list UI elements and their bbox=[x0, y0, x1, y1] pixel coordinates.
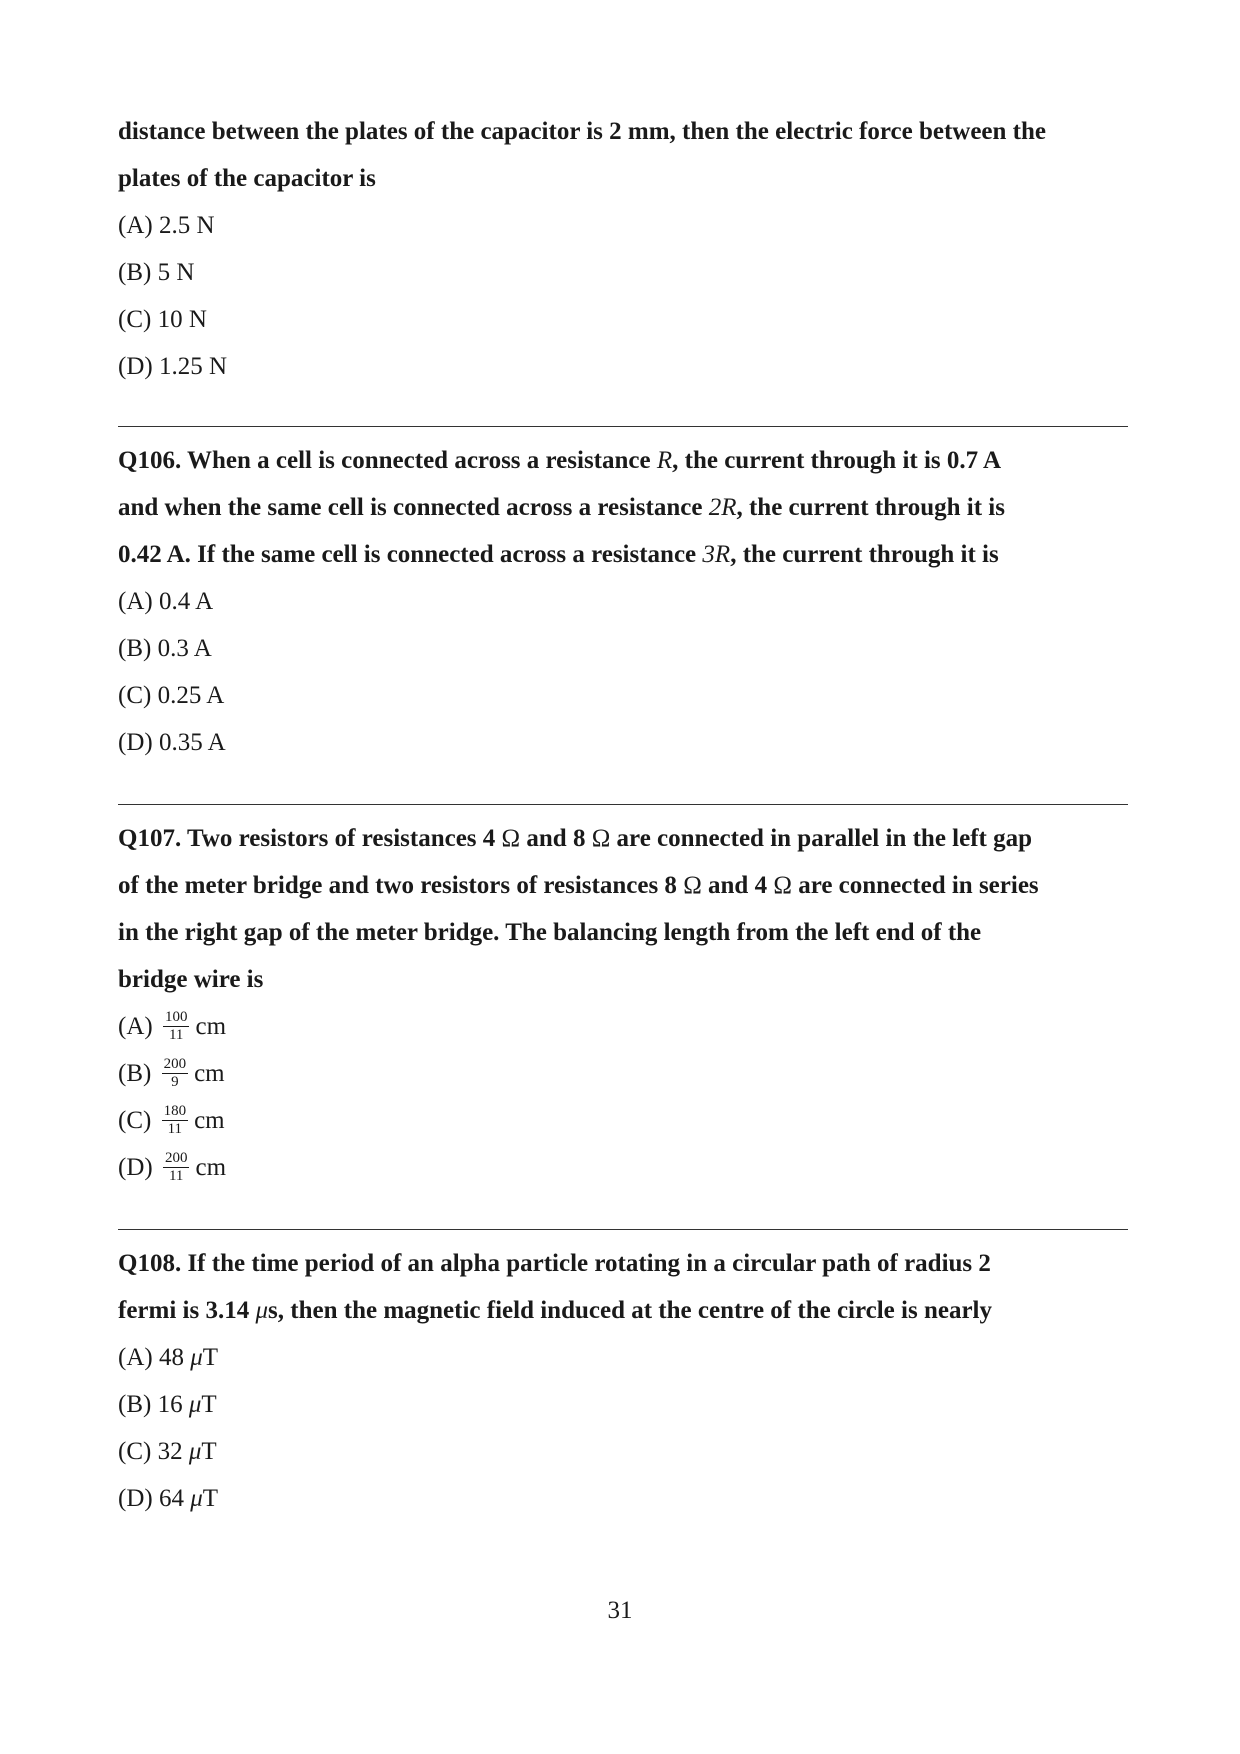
question-107-option-d bbox=[118, 1144, 1128, 1191]
mu-symbol: μ bbox=[190, 1344, 203, 1371]
math-variable: 2R bbox=[708, 494, 737, 521]
unit: cm bbox=[194, 1107, 225, 1134]
option-label: (C) 32 bbox=[118, 1438, 189, 1465]
text: and 8 bbox=[520, 825, 592, 852]
option-label: (D) 64 bbox=[118, 1485, 191, 1512]
question-107-line-2 bbox=[118, 862, 1128, 909]
fraction bbox=[162, 1057, 189, 1090]
text: , the current through it is bbox=[736, 494, 1005, 521]
question-107-option-a bbox=[118, 1003, 1128, 1050]
question-107-line-1 bbox=[118, 815, 1128, 862]
math-variable: 3R bbox=[702, 541, 731, 568]
text: fermi is 3.14 bbox=[118, 1297, 256, 1324]
unit: T bbox=[201, 1438, 217, 1465]
question-107-line-3: in the right gap of the meter bridge. The balancing length from the left end of the bbox=[118, 919, 982, 946]
question-108-option-d bbox=[118, 1475, 1128, 1522]
question-106-option-b: (B) 0.3 A bbox=[118, 635, 212, 662]
ohm-symbol: Ω bbox=[773, 872, 792, 899]
question-107-option-c bbox=[118, 1097, 1128, 1144]
option-label: (A) bbox=[118, 1013, 153, 1040]
denominator: 11 bbox=[168, 1026, 184, 1043]
mu-symbol: μ bbox=[255, 1297, 269, 1324]
option-label: (A) 48 bbox=[118, 1344, 191, 1371]
text: s, then the magnetic field induced at the centre of the circle is nearly bbox=[268, 1297, 992, 1324]
text: Q107. Two resistors of resistances 4 bbox=[118, 825, 502, 852]
ohm-symbol: Ω bbox=[683, 872, 702, 899]
question-107-line-4: bridge wire is bbox=[118, 966, 264, 993]
question-108-option-b bbox=[118, 1381, 1128, 1428]
question-107-option-b bbox=[118, 1050, 1128, 1097]
unit: cm bbox=[195, 1013, 227, 1040]
text: are connected in series bbox=[791, 872, 1039, 899]
mu-symbol: μ bbox=[188, 1438, 202, 1465]
option-label: (C) bbox=[118, 1107, 152, 1134]
question-105-line-2: plates of the capacitor is bbox=[118, 165, 376, 192]
numerator: 180 bbox=[163, 1102, 187, 1119]
page-number: 31 bbox=[607, 1597, 633, 1624]
question-108-option-a bbox=[118, 1334, 1128, 1381]
ohm-symbol: Ω bbox=[501, 825, 521, 852]
question-105-option-b: (B) 5 N bbox=[118, 259, 195, 286]
unit: cm bbox=[195, 1154, 227, 1181]
question-107-stem bbox=[118, 815, 1128, 1003]
option-label: (D) bbox=[118, 1154, 153, 1181]
question-108-option-c bbox=[118, 1428, 1128, 1475]
numerator: 200 bbox=[164, 1149, 188, 1166]
text: and when the same cell is connected across a resistance bbox=[118, 494, 709, 521]
fraction bbox=[163, 1010, 190, 1043]
question-106-option-a: (A) 0.4 A bbox=[118, 588, 214, 615]
text: , the current through it is 0.7 A bbox=[672, 447, 1002, 474]
denominator: 11 bbox=[168, 1167, 184, 1184]
question-105-option-a: (A) 2.5 N bbox=[118, 212, 215, 239]
option-label: (B) 16 bbox=[118, 1391, 189, 1418]
text: of the meter bridge and two resistors of resistances 8 bbox=[118, 872, 684, 899]
unit: cm bbox=[194, 1060, 225, 1087]
denominator: 11 bbox=[167, 1120, 183, 1137]
question-106-line-2 bbox=[118, 484, 1128, 531]
page-content bbox=[118, 108, 1128, 1522]
unit: T bbox=[202, 1344, 219, 1371]
unit: T bbox=[201, 1391, 217, 1418]
question-105-option-c: (C) 10 N bbox=[118, 306, 207, 333]
question-105-stem bbox=[118, 108, 1128, 202]
text: and 4 bbox=[701, 872, 774, 899]
denominator: 9 bbox=[171, 1073, 179, 1090]
mu-symbol: μ bbox=[188, 1391, 202, 1418]
ohm-symbol: Ω bbox=[591, 825, 611, 852]
numerator: 100 bbox=[164, 1008, 188, 1025]
fraction bbox=[163, 1151, 190, 1184]
question-106-line-1 bbox=[118, 437, 1128, 484]
question-106-option-c: (C) 0.25 A bbox=[118, 682, 225, 709]
question-106-line-3 bbox=[118, 531, 1128, 578]
question-106-stem bbox=[118, 437, 1128, 578]
text: , the current through it is bbox=[730, 541, 999, 568]
question-106-option-d: (D) 0.35 A bbox=[118, 729, 226, 756]
text: 0.42 A. If the same cell is connected across a resistance bbox=[118, 541, 703, 568]
text: Q106. When a cell is connected across a resistance bbox=[118, 447, 657, 474]
question-105-line-1: distance between the plates of the capacitor is 2 mm, then the electric force between the bbox=[118, 118, 1047, 145]
option-label: (B) bbox=[118, 1060, 152, 1087]
math-variable: R bbox=[656, 447, 673, 474]
text: are connected in parallel in the left gap bbox=[610, 825, 1033, 852]
unit: T bbox=[202, 1485, 219, 1512]
mu-symbol: μ bbox=[190, 1485, 203, 1512]
numerator: 200 bbox=[163, 1055, 187, 1072]
question-105-option-d: (D) 1.25 N bbox=[118, 353, 228, 380]
question-108-stem bbox=[118, 1240, 1128, 1334]
question-108-line-2 bbox=[118, 1287, 1128, 1334]
question-108-line-1: Q108. If the time period of an alpha particle rotating in a circular path of radius 2 bbox=[118, 1250, 991, 1277]
fraction bbox=[162, 1104, 189, 1137]
